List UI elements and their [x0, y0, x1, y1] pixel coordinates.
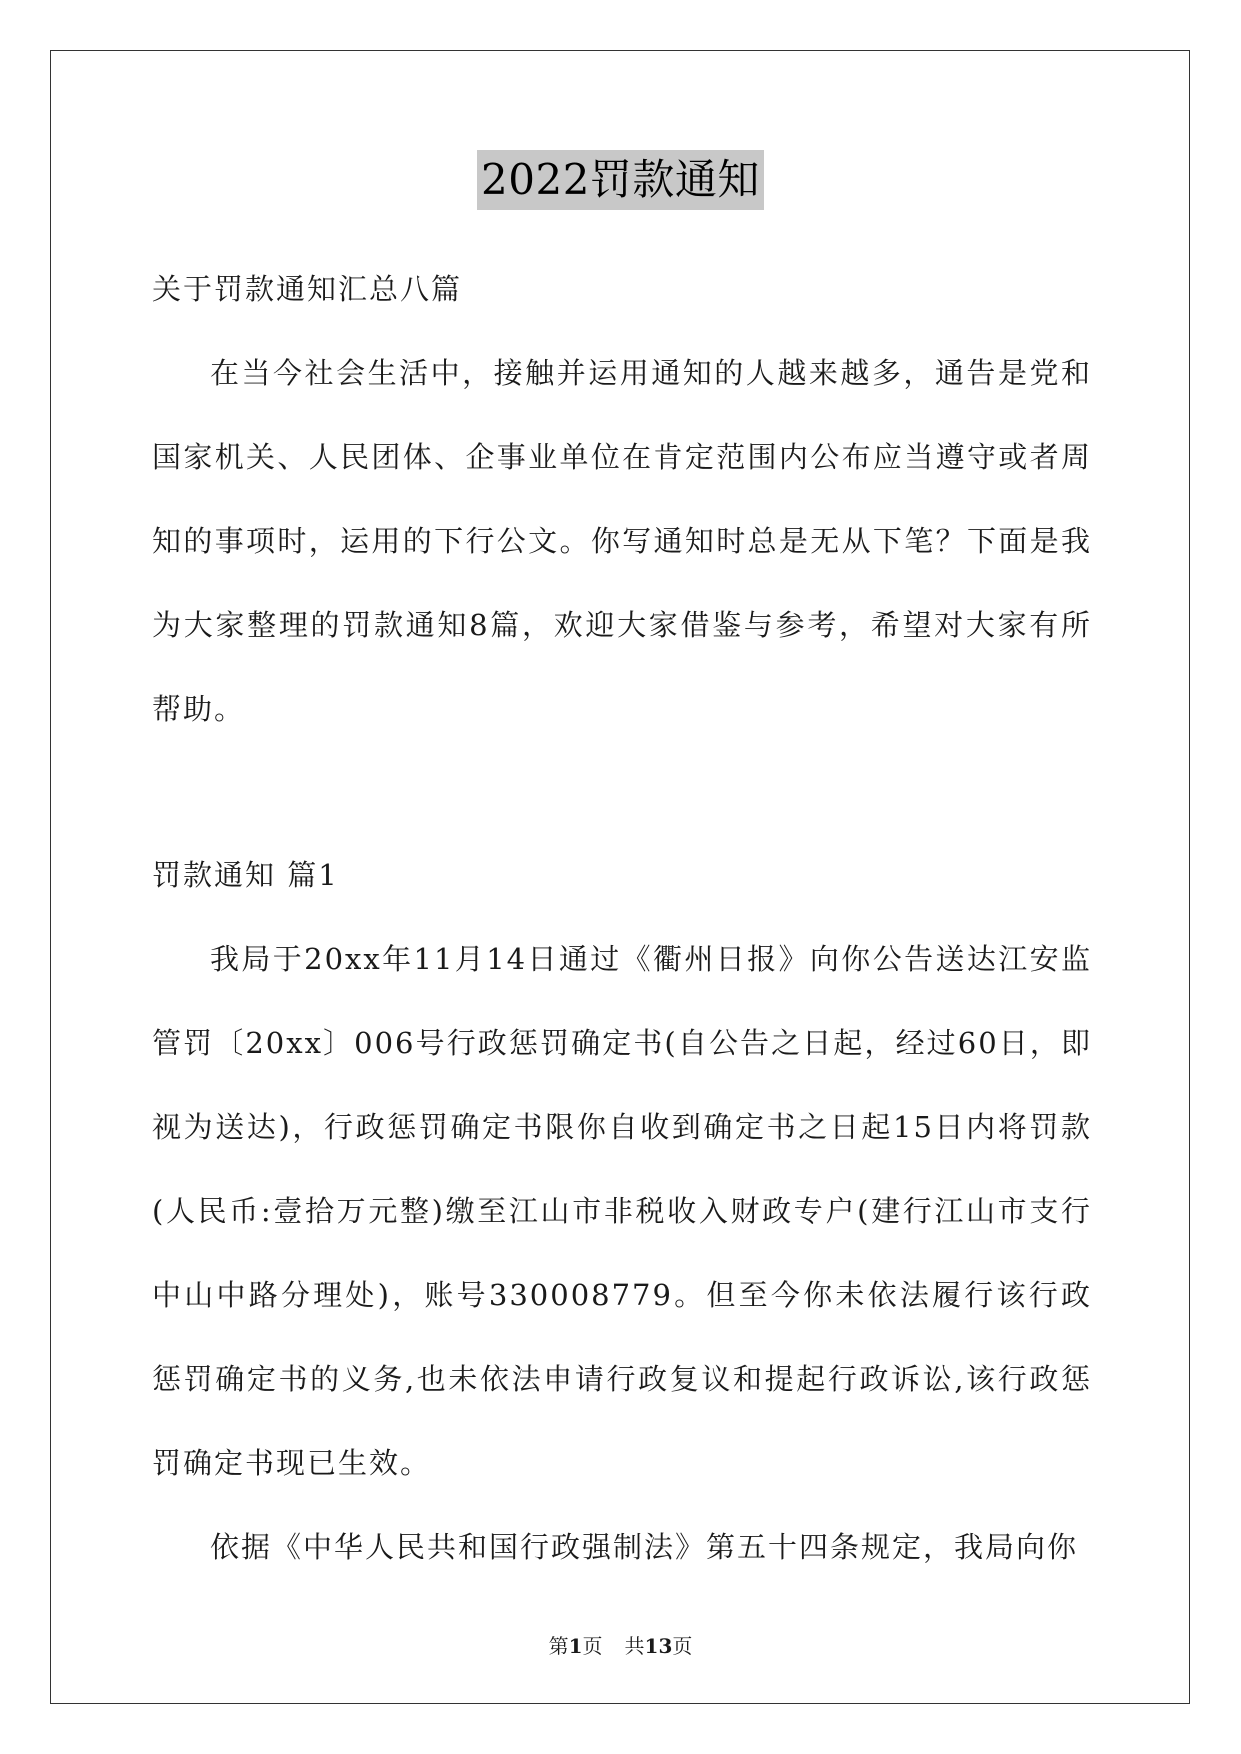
page-footer	[0, 1630, 1241, 1659]
section-heading: 罚款通知 篇1	[152, 858, 339, 892]
page-prefix: 第	[548, 1634, 569, 1658]
section-gap	[152, 751, 1092, 833]
title-container	[0, 150, 1241, 210]
total-pages: 13	[644, 1634, 673, 1658]
total-suffix: 页	[672, 1634, 693, 1658]
document-title: 2022罚款通知	[477, 150, 764, 210]
page-number: 1	[568, 1634, 583, 1658]
total-prefix: 共	[624, 1634, 645, 1658]
body-paragraph-2: 依据《中华人民共和国行政强制法》第五十四条规定，我局向你	[210, 1530, 1079, 1564]
intro-paragraph: 在当今社会生活中，接触并运用通知的人越来越多，通告是党和国家机关、人民团体、企事业单位在肯定范围内公布应当遵守或者周知的事项时，运用的下行公文。你写通知时总是无从下笔？下面是我为大家整理的罚款通知8篇，欢迎大家借鉴与参考，希望对大家有所帮助。	[152, 356, 1092, 726]
document-body	[152, 247, 1092, 1589]
document-subtitle: 关于罚款通知汇总八篇	[152, 272, 463, 306]
page-suffix: 页	[582, 1634, 603, 1658]
body-paragraph-1: 我局于20xx年11月14日通过《衢州日报》向你公告送达江安监管罚〔20xx〕006号行政惩罚确定书(自公告之日起，经过60日，即视为送达)，行政惩罚确定书限你自收到确定书之日起15日内将罚款(人民币:壹拾万元整)缴至江山市非税收入财政专户(建行江山市支行中山中路分理处)，账号330008779。但至今你未依法履行该行政惩罚确定书的义务,也未依法申请行政复议和提起行政诉讼,该行政惩罚确定书现已生效。	[152, 942, 1092, 1480]
